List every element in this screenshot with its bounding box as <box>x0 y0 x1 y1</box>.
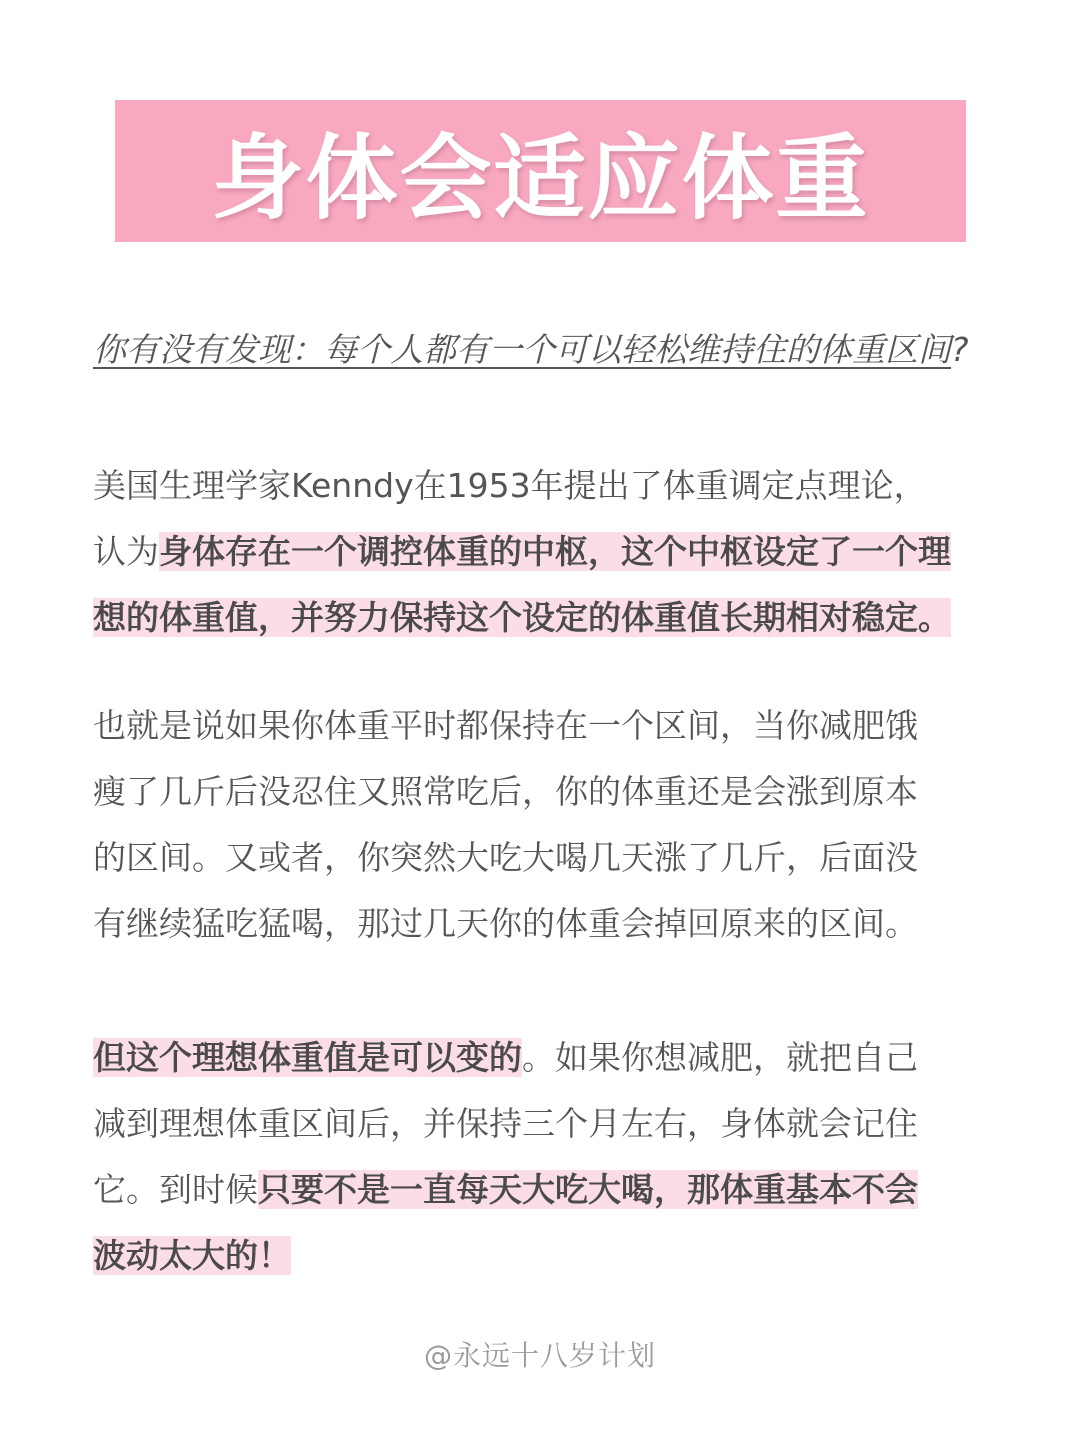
highlighted-text: 身体存在一个调控体重的中枢，这个中枢设定了一个理 <box>159 532 951 571</box>
text-segment: 认为 <box>93 532 159 571</box>
text-segment: 减到理想体重区间后，并保持三个月左右，身体就会记住 <box>93 1104 918 1143</box>
highlighted-text: 但这个理想体重值是可以变的 <box>93 1038 522 1077</box>
text-segment: 。如果你想减肥，就把自己 <box>522 1038 918 1077</box>
title-banner <box>115 100 966 242</box>
text-line <box>93 585 973 651</box>
highlighted-text: 波动太大的！ <box>93 1236 291 1275</box>
text-segment: 美国生理学家Kenndy在1953年提出了体重调定点理论， <box>93 466 927 505</box>
text-line <box>93 1025 973 1091</box>
text-line: 的区间。又或者，你突然大吃大喝几天涨了几斤，后面没 <box>93 838 918 877</box>
text-line <box>93 1091 973 1157</box>
author-signature: @永远十八岁计划 <box>423 1339 656 1372</box>
paragraph-weight-range <box>93 693 973 957</box>
text-line <box>93 453 973 519</box>
text-line <box>93 1223 973 1289</box>
text-line: 瘦了几斤后没忍住又照常吃后，你的体重还是会涨到原本 <box>93 772 918 811</box>
intro-question-mark: ? <box>951 330 969 369</box>
text-line: 有继续猛吃猛喝，那过几天你的体重会掉回原来的区间。 <box>93 904 918 943</box>
text-line <box>93 519 973 585</box>
highlighted-text: 想的体重值，并努力保持这个设定的体重值长期相对稳定。 <box>93 598 951 637</box>
text-line <box>93 1157 973 1223</box>
paragraph-changeable-weight <box>93 1025 973 1289</box>
text-segment: 它。到时候 <box>93 1170 258 1209</box>
paragraph-setpoint-theory <box>93 453 973 651</box>
text-line: 也就是说如果你体重平时都保持在一个区间，当你减肥饿 <box>93 706 918 745</box>
intro-question <box>93 326 969 374</box>
page-title: 身体会适应体重 <box>211 125 870 232</box>
highlighted-text: 只要不是一直每天大吃大喝，那体重基本不会 <box>258 1170 918 1209</box>
intro-question-text: 你有没有发现：每个人都有一个可以轻松维持住的体重区间 <box>93 330 951 369</box>
